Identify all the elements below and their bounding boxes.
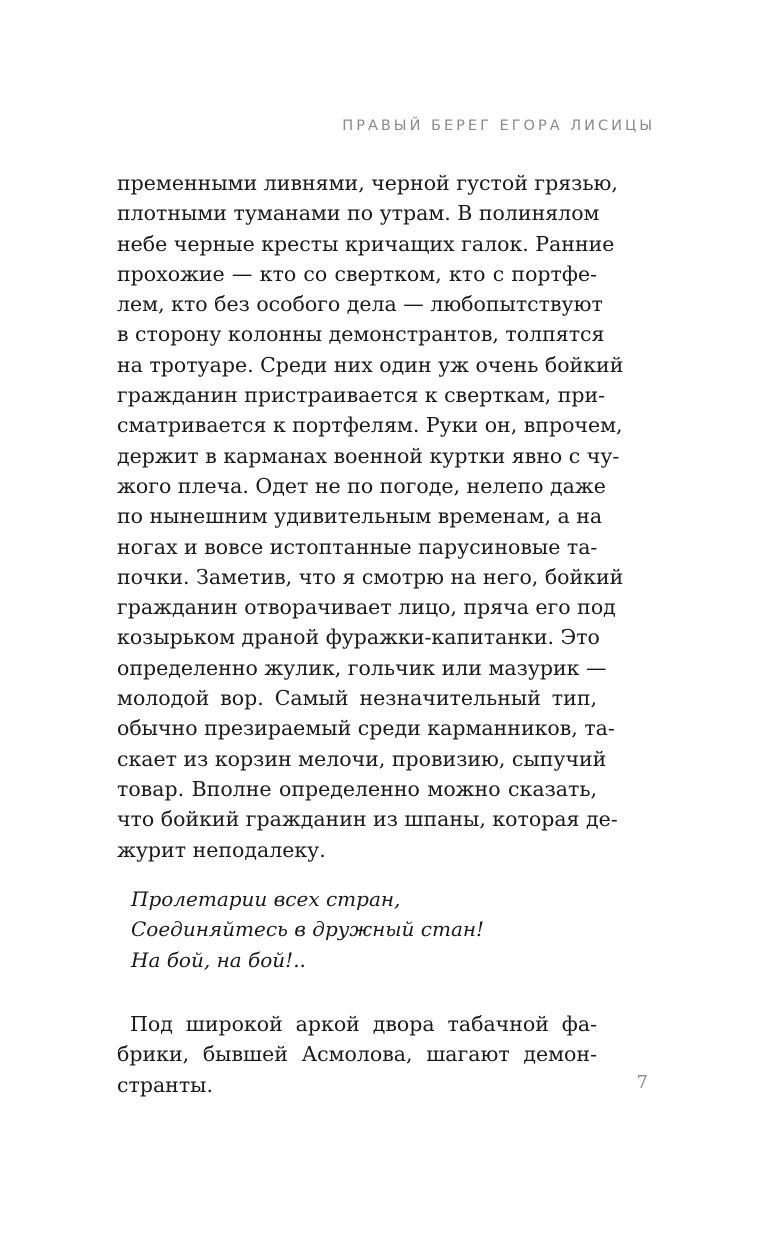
text-line: что бойкий гражданин из шпаны, которая де-: [117, 807, 618, 832]
verse-block: [131, 884, 484, 975]
running-head: ПРАВЫЙ БЕРЕГ ЕГОРА ЛИСИЦЫ: [342, 118, 655, 134]
text-line: держит в карманах военной куртки явно с чу-: [117, 443, 620, 468]
text-line: прохожие — кто со свертком, кто с портфе-: [117, 261, 597, 286]
text-line: Под широкой аркой двора табачной фа-: [130, 1012, 597, 1036]
text-line: ногах и вовсе истоптанные парусиновые та-: [117, 534, 598, 559]
text-line: гражданин пристраивается к сверткам, при-: [117, 383, 606, 408]
text-line: почки. Заметив, что я смотрю на него, бойкий: [117, 564, 624, 589]
text-line: обычно презираемый среди карманников, та-: [117, 716, 615, 741]
text-line: пременными ливнями, черной густой грязью,: [117, 171, 618, 195]
text-line: журит неподалеку.: [117, 837, 326, 862]
text-line: скает из корзин мелочи, провизию, сыпучий: [117, 746, 607, 771]
text-line: плотными туманами по утрам. В полинялом: [117, 201, 600, 226]
text-line: определенно жулик, гольчик или мазурик —: [117, 655, 607, 680]
text-line: по нынешним удивительным временам, а на: [117, 504, 603, 529]
text-line: молодой вор. Самый незначительный тип,: [117, 686, 597, 711]
text-line: небе черные кресты кричащих галок. Ранние: [117, 231, 615, 256]
text-line: странты.: [117, 1072, 214, 1097]
continuation-paragraph: [117, 1009, 597, 1100]
text-line: лем, кто без особого дела — любопытствуют: [117, 292, 603, 317]
verse-line: Пролетарии всех стран,: [131, 887, 401, 911]
text-line: на тротуаре. Среди них один уж очень бойкий: [117, 352, 624, 377]
text-line: в сторону колонны демонстрантов, толпятся: [117, 322, 605, 347]
page-number: 7: [636, 1072, 648, 1093]
text-line: товар. Вполне определенно можно сказать,: [117, 776, 597, 801]
verse-line: На бой, на бой!..: [131, 947, 306, 972]
text-line: жого плеча. Одет не по погоде, нелепо даже: [117, 473, 606, 498]
body-paragraph: [117, 168, 624, 865]
text-line: сматривается к портфелям. Руки он, впрочем,: [117, 413, 623, 438]
text-line: брики, бывшей Асмолова, шагают демон-: [117, 1042, 597, 1067]
text-line: гражданин отворачивает лицо, пряча его под: [117, 595, 616, 620]
verse-line: Соединяйтесь в дружный стан!: [131, 917, 485, 942]
text-line: козырьком драной фуражки-капитанки. Это: [117, 625, 600, 650]
